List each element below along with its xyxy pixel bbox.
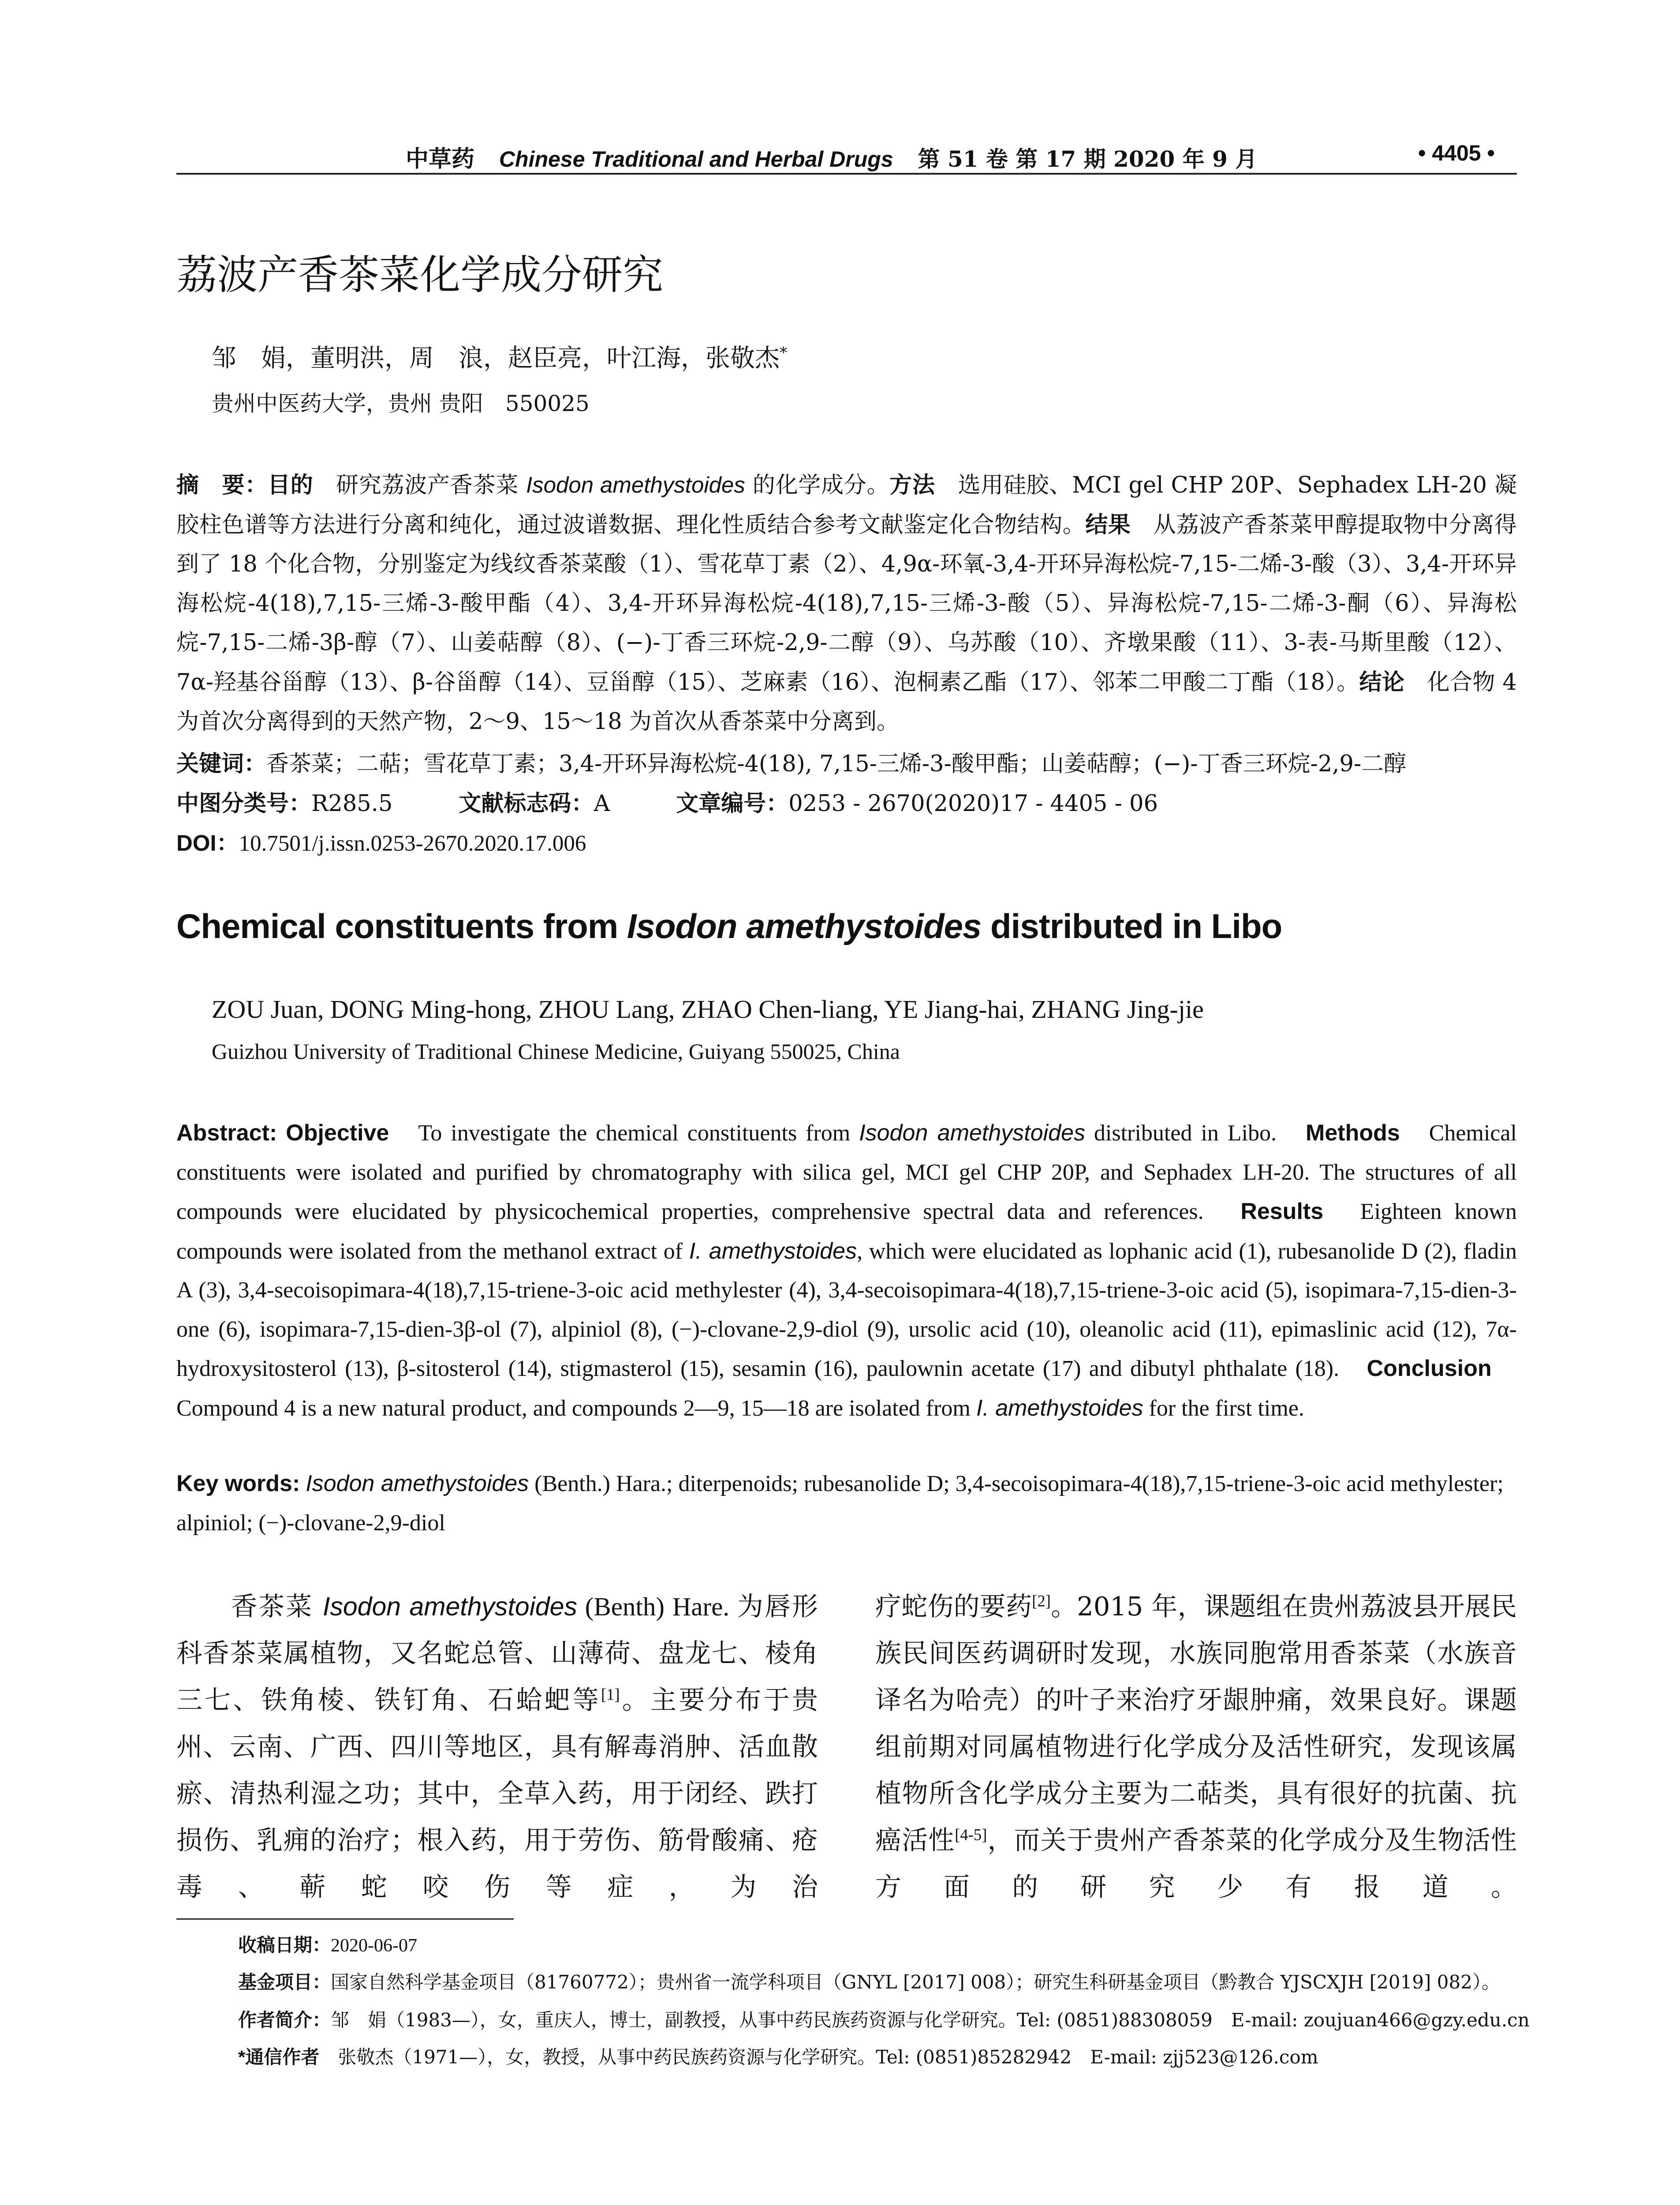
footnote-corresponding xyxy=(238,2043,1318,2069)
chinese-author-list: 邹 娟，董明洪，周 浪，赵臣亮，叶江海，张敬杰 xyxy=(212,344,780,373)
author-label: 作者简介： xyxy=(238,2010,331,2030)
conclusion-text: 化合物 4 为首次分离得到的天然产物，2～9、15～18 为首次从香茶菜中分离到。 xyxy=(176,669,1517,735)
body-text: (Benth) Hare. 为唇形科香茶菜属植物，又名蛇总管、山薄荷、盘龙七、棱角三七、铁角棱、铁钉角、石蛤蚆等 xyxy=(176,1592,818,1715)
chinese-title: 荔波产香茶菜化学成分研究 xyxy=(176,251,664,299)
journal-name-cn: 中草药 xyxy=(406,146,475,172)
objective-label-en: Objective xyxy=(286,1120,389,1146)
footnote-funding xyxy=(238,1968,1500,1994)
received-label: 收稿日期： xyxy=(238,1935,331,1955)
article-value: 0253 - 2670(2020)17 - 4405 - 06 xyxy=(788,791,1158,817)
objective-text-end: 的化学成分。 xyxy=(745,472,890,498)
page-number: • 4405 • xyxy=(1418,141,1495,165)
doccode-label: 文献标志码： xyxy=(459,791,594,816)
citation-ref[interactable]: [2] xyxy=(1032,1592,1051,1610)
methods-text-en: Chemical constituents were isolated and purified by chromatography with silica gel, MCI gel CHP 20P, and Sephadex LH-20. The structures of all compounds were elucidated by physicochemical properties, comprehensive spectral data and references. xyxy=(176,1121,1517,1224)
body-text: ，而关于贵州产香茶菜的化学成分及生物活性方面的研究少有报道。 xyxy=(875,1825,1517,1902)
abstract-label: 摘 要： xyxy=(176,472,268,497)
class-label: 中图分类号： xyxy=(176,791,312,816)
results-text: 从荔波产香茶菜甲醇提取物中分离得到了 18 个化合物，分别鉴定为线纹香茶菜酸（1）、雪花草丁素（2）、4,9α-环氧-3,4-开环异海松烷-7,15-二烯-3-酸（3）、3,4-开环异海松烷-4(18),7,15-三烯-3-酸甲酯（4）、3,4-开环异海松烷-4(18),7,15-三烯-3-酸（5）、异海松烷-7,15-二烯-3-酮（6）、异海松烷-7,15-二烯-3β-醇（7）、山姜萜醇（8）、(−)-丁香三环烷-2,9-二醇（9）、乌苏酸（10）、齐墩果酸（11）、3-表-马斯里酸（12）、7α-羟基谷甾醇（13）、β-谷甾醇（14）、豆甾醇（15）、芝麻素（16）、泡桐素乙酯（17）、邻苯二甲酸二丁酯（18）。 xyxy=(176,512,1517,695)
body-text: 。2015 年，课题组在贵州荔波县开展民族民间医药调研时发现，水族同胞常用香茶菜（水族音译名为哈壳）的叶子来治疗牙龈肿痛，效果良好。课题组前期对同属植物进行化学成分及活性研究，发现该属植物所含化学成分主要为二萜类，具有很好的抗菌、抗癌活性 xyxy=(875,1591,1517,1855)
journal-header xyxy=(406,140,1257,173)
methods-label-en: Methods xyxy=(1306,1120,1400,1146)
citation-ref[interactable]: [1] xyxy=(601,1685,620,1704)
keywords-label-en: Key words: xyxy=(176,1471,300,1496)
volume-issue: 第 51 卷 第 17 期 2020 年 9 月 xyxy=(918,146,1258,172)
footnote-received xyxy=(238,1931,417,1957)
methods-label: 方法 xyxy=(889,472,935,497)
abstract-label-en: Abstract: xyxy=(176,1120,277,1146)
fund-text: 国家自然科学基金项目（81760772）；贵州省一流学科项目（GNYL [2017] 008）；研究生科研基金项目（黔教合 YJSCXJH [2019] 082）。 xyxy=(331,1971,1500,1993)
footnote-author xyxy=(238,2006,1530,2032)
species-name: Isodon amethystoides xyxy=(526,472,745,497)
species-short-en-2: I. amethystoides xyxy=(976,1395,1143,1421)
chinese-abstract xyxy=(176,465,1517,741)
body-text: 疗蛇伤的要药 xyxy=(875,1591,1032,1622)
author-text: 邹 娟（1983—），女，重庆人，博士，副教授，从事中药民族药资源与化学研究。Tel: (0851)88308059 E-mail: zoujuan466@gzy.edu.cn xyxy=(331,2009,1530,2031)
footnote-divider xyxy=(176,1918,514,1920)
corr-label: *通信作者 xyxy=(238,2047,320,2067)
conclusion-label: 结论 xyxy=(1359,669,1405,695)
species-short-en: I. amethystoides xyxy=(689,1238,857,1264)
body-text: 香茶菜 xyxy=(176,1591,323,1622)
conclusion-label-en: Conclusion xyxy=(1366,1356,1492,1381)
chinese-keywords xyxy=(176,745,1406,778)
english-title-start: Chemical constituents from xyxy=(176,907,627,946)
english-title xyxy=(176,906,1282,946)
objective-text-en: To investigate the chemical constituents from xyxy=(389,1121,859,1146)
english-affiliation: Guizhou University of Traditional Chinese Medicine, Guiyang 550025, China xyxy=(212,1039,900,1064)
english-title-species: Isodon amethystoides xyxy=(627,907,982,946)
chinese-affiliation: 贵州中医药大学，贵州 贵阳 550025 xyxy=(212,391,590,416)
keywords-label: 关键词： xyxy=(176,751,267,776)
fund-label: 基金项目： xyxy=(238,1972,331,1992)
class-value: R285.5 xyxy=(311,791,393,817)
chinese-authors xyxy=(212,339,787,374)
results-text-en: Eighteen known compounds were isolated from the methanol extract of xyxy=(176,1199,1517,1264)
classification-line xyxy=(176,785,1158,818)
doi-line xyxy=(176,825,586,857)
body-column-right xyxy=(875,1583,1517,1910)
article-label: 文章编号： xyxy=(676,791,789,816)
english-abstract xyxy=(176,1114,1517,1428)
header-divider xyxy=(176,173,1517,175)
body-species: Isodon amethystoides xyxy=(322,1592,577,1621)
english-title-end: distributed in Libo xyxy=(981,907,1282,946)
english-keywords xyxy=(176,1464,1517,1543)
received-date: 2020-06-07 xyxy=(331,1936,417,1956)
objective-text-en-end: distributed in Libo. xyxy=(1085,1121,1277,1146)
body-column-left xyxy=(176,1583,818,1910)
doi-link[interactable]: 10.7501/j.issn.0253-2670.2020.17.006 xyxy=(239,831,586,856)
english-authors: ZOU Juan, DONG Ming-hong, ZHOU Lang, ZHAO Chen-liang, YE Jiang-hai, ZHANG Jing-jie xyxy=(212,995,1204,1024)
conclusion-text-en-end: for the first time. xyxy=(1143,1395,1304,1421)
objective-text: 研究荔波产香茶菜 xyxy=(313,472,526,498)
conclusion-text-en: Compound 4 is a new natural product, and compounds 2—9, 15—18 are isolated from xyxy=(176,1356,1517,1421)
body-text: 。主要分布于贵州、云南、广西、四川等地区，具有解毒消肿、活血散瘀、清热利湿之功；其中，全草入药，用于闭经、跌打损伤、乳痈的治疗；根入药，用于劳伤、筋骨酸痛、疮毒、蕲蛇咬伤等症，为治 xyxy=(176,1685,818,1902)
running-header xyxy=(176,140,1517,176)
doi-label: DOI： xyxy=(176,830,239,856)
methods-text: 选用硅胶、MCI gel CHP 20P、Sephadex LH-20 凝胶柱色谱等方法进行分离和纯化，通过波谱数据、理化性质结合参考文献鉴定化合物结构。 xyxy=(176,472,1517,538)
keywords-species-en: Isodon amethystoides xyxy=(306,1471,529,1496)
results-text-en-end: , which were elucidated as lophanic acid (1), rubesanolide D (2), fladin A (3), 3,4-secoisopimara-4(18),7,15-triene-3-oic acid methylester (4), 3,4-secoisopimara-4(18),7,15-triene-3-oic acid (5), isopimara-7,15-dien-3-one (6), isopimara-7,15-dien-3β-ol (7), alpiniol (8), (−)-clovane-2,9-diol (9), ursolic acid (10), oleanolic acid (11), epimaslinic acid (12), 7α-hydroxysitosterol (13), β-sitosterol (14), stigmasterol (15), sesamin (16), paulownin acetate (17) and dibutyl phthalate (18). xyxy=(176,1238,1517,1381)
results-label-en: Results xyxy=(1240,1199,1324,1224)
corr-text: 张敬杰（1971—），女，教授，从事中药民族药资源与化学研究。Tel: (0851)85282942 E-mail: zjj523@126.com xyxy=(319,2046,1318,2068)
corresponding-mark: * xyxy=(780,344,788,362)
citation-ref[interactable]: [4-5] xyxy=(955,1825,987,1844)
species-name-en: Isodon amethystoides xyxy=(859,1120,1086,1146)
journal-name-en: Chinese Traditional and Herbal Drugs xyxy=(499,147,893,172)
keywords-text: 香茶菜；二萜；雪花草丁素；3,4-开环异海松烷-4(18), 7,15-三烯-3-酸甲酯；山姜萜醇；(−)-丁香三环烷-2,9-二醇 xyxy=(266,751,1407,777)
objective-label: 目的 xyxy=(267,472,314,497)
keywords-text-en: (Benth.) Hara.; diterpenoids; rubesanolide D; 3,4-secoisopimara-4(18),7,15-triene-3-oic acid methylester; alpiniol; (−)-clovane-2,9-diol xyxy=(176,1471,1504,1536)
results-label: 结果 xyxy=(1085,512,1131,537)
doccode-value: A xyxy=(594,791,610,817)
